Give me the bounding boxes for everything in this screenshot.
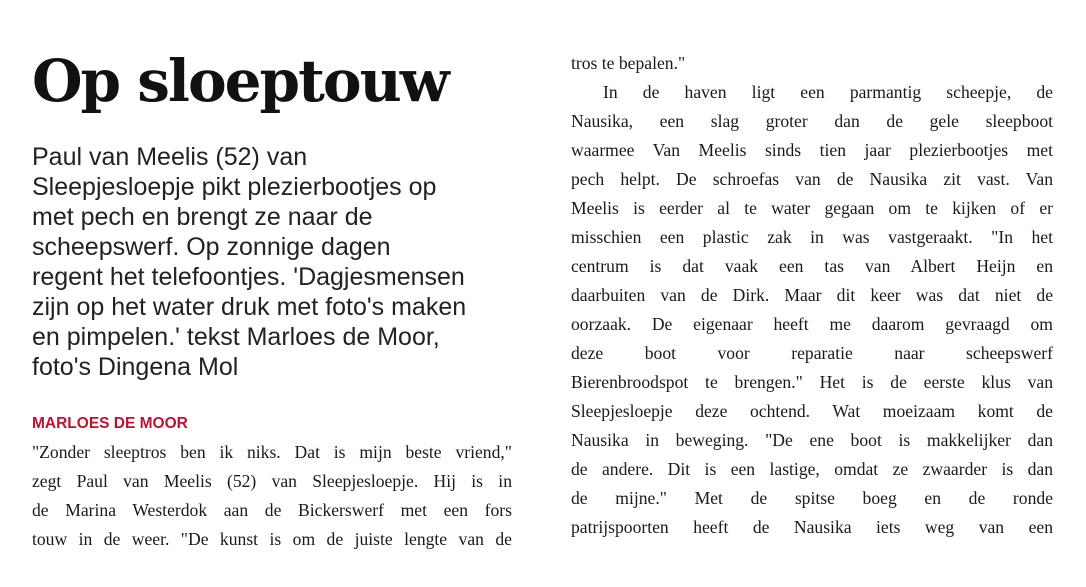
body-line: "Zonder sleeptros ben ik niks. Dat is mijn beste vriend," xyxy=(32,442,512,462)
body-line: daarbuiten van de Dirk. Maar dit keer was dat niet de xyxy=(571,285,1053,305)
body-line: tros te bepalen." xyxy=(571,53,686,73)
article-headline: Op sloeptouw xyxy=(32,47,448,115)
intro-line: en pimpelen.' tekst Marloes de Moor, xyxy=(32,323,440,351)
intro-line: Paul van Meelis (52) van xyxy=(32,143,308,171)
body-line: deze boot voor reparatie naar scheepswerf xyxy=(571,343,1053,363)
body-line: centrum is dat vaak een tas van Albert Heijn en xyxy=(571,256,1053,276)
body-line: patrijspoorten heeft de Nausika iets weg van een xyxy=(571,517,1053,537)
author-byline: MARLOES DE MOOR xyxy=(32,415,188,432)
body-line: oorzaak. De eigenaar heeft me daarom gevraagd om xyxy=(571,314,1053,334)
body-line: de Marina Westerdok aan de Bickerswerf met een fors xyxy=(32,500,512,520)
intro-line: met pech en brengt ze naar de xyxy=(32,203,373,231)
body-column-right xyxy=(571,49,1053,542)
body-line: Nausika in beweging. "De ene boot is makkelijker dan xyxy=(571,430,1053,450)
body-line: touw in de weer. "De kunst is om de juiste lengte van de xyxy=(32,529,512,549)
article-intro xyxy=(32,142,522,382)
body-line: Nausika, een slag groter dan de gele sleepboot xyxy=(571,111,1053,131)
intro-line: Sleepjesloepje pikt plezierbootjes op xyxy=(32,173,437,201)
body-column-left xyxy=(32,438,512,554)
body-line: de andere. Dit is een lastige, omdat ze zwaarder is dan xyxy=(571,459,1053,479)
paragraph-start-line: In de haven ligt een parmantig scheepje, de xyxy=(603,82,1053,102)
intro-line: scheepswerf. Op zonnige dagen xyxy=(32,233,391,261)
body-line: Sleepjesloepje deze ochtend. Wat moeizaam komt de xyxy=(571,401,1053,421)
body-line: pech helpt. De schroefas van de Nausika zit vast. Van xyxy=(571,169,1053,189)
body-line: Meelis is eerder al te water gegaan om te kijken of er xyxy=(571,198,1053,218)
intro-line: zijn op het water druk met foto's maken xyxy=(32,293,467,321)
body-line: waarmee Van Meelis sinds tien jaar plezierbootjes met xyxy=(571,140,1053,160)
body-line: de mijne." Met de spitse boeg en de ronde xyxy=(571,488,1053,508)
body-line: Bierenbroodspot te brengen." Het is de eerste klus van xyxy=(571,372,1053,392)
intro-line: foto's Dingena Mol xyxy=(32,353,239,381)
body-line: misschien een plastic zak in was vastgeraakt. "In het xyxy=(571,227,1053,247)
intro-line: regent het telefoontjes. 'Dagjesmensen xyxy=(32,263,465,291)
body-line: zegt Paul van Meelis (52) van Sleepjesloepje. Hij is in xyxy=(32,471,512,491)
